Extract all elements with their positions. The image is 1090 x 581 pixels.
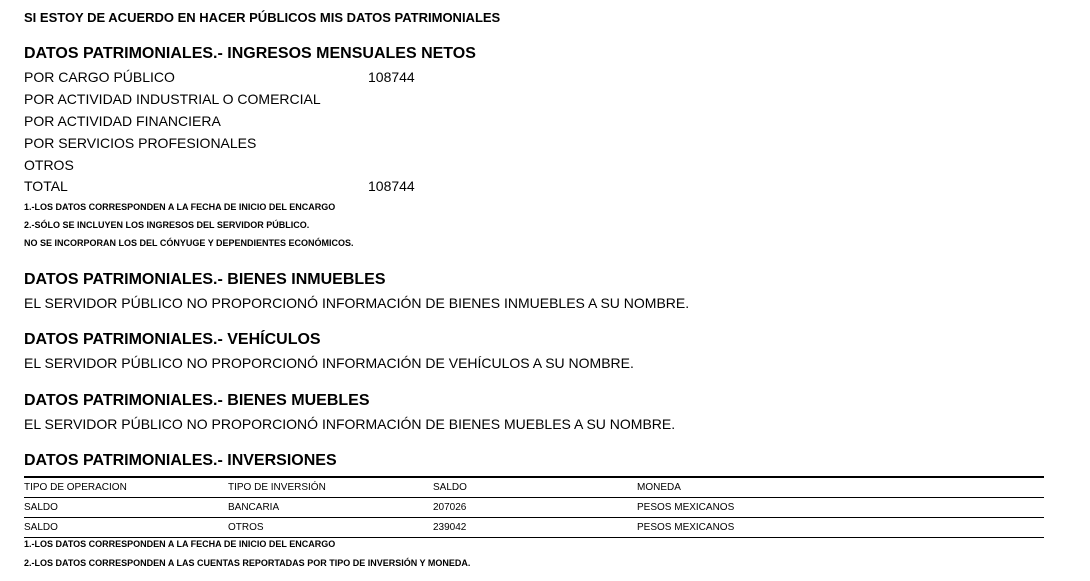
income-label: POR ACTIVIDAD INDUSTRIAL O COMERCIAL (24, 91, 321, 107)
table-header-cell: TIPO DE INVERSIÓN (228, 482, 326, 493)
inversiones-table (24, 476, 1044, 538)
table-cell: SALDO (24, 522, 58, 533)
inversiones-section-title: DATOS PATRIMONIALES.- INVERSIONES (24, 452, 337, 469)
income-row (24, 157, 624, 178)
table-header-cell: SALDO (433, 482, 467, 493)
table-cell: OTROS (228, 522, 264, 533)
income-label: POR SERVICIOS PROFESIONALES (24, 135, 257, 151)
table-cell: PESOS MEXICANOS (637, 522, 735, 533)
table-cell: BANCARIA (228, 502, 280, 513)
income-total-label: TOTAL (24, 178, 68, 194)
table-cell: SALDO (24, 502, 58, 513)
income-total-amount: 108744 (368, 178, 415, 194)
inmuebles-text: EL SERVIDOR PÚBLICO NO PROPORCIONÓ INFORMACIÓN DE BIENES INMUEBLES A SU NOMBRE. (24, 295, 690, 311)
income-total-row (24, 178, 624, 199)
income-note: NO SE INCORPORAN LOS DEL CÓNYUGE Y DEPENDIENTES ECONÓMICOS. (24, 238, 354, 248)
income-row (24, 69, 624, 90)
table-cell: PESOS MEXICANOS (637, 502, 735, 513)
income-section-title: DATOS PATRIMONIALES.- INGRESOS MENSUALES NETOS (24, 45, 476, 62)
income-label: OTROS (24, 157, 74, 173)
vehiculos-text: EL SERVIDOR PÚBLICO NO PROPORCIONÓ INFORMACIÓN DE VEHÍCULOS A SU NOMBRE. (24, 355, 634, 371)
table-header-row (24, 477, 1044, 498)
consent-statement: SI ESTOY DE ACUERDO EN HACER PÚBLICOS MIS DATOS PATRIMONIALES (24, 10, 501, 25)
table-cell: 239042 (433, 522, 467, 533)
income-row (24, 113, 624, 134)
inmuebles-section-title: DATOS PATRIMONIALES.- BIENES INMUEBLES (24, 271, 386, 288)
inversiones-note: 2.-LOS DATOS CORRESPONDEN A LAS CUENTAS REPORTADAS POR TIPO DE INVERSIÓN Y MONEDA. (24, 558, 471, 568)
table-row (24, 518, 1044, 538)
table-row (24, 498, 1044, 518)
inversiones-note: 1.-LOS DATOS CORRESPONDEN A LA FECHA DE INICIO DEL ENCARGO (24, 539, 336, 549)
income-amount: 108744 (368, 69, 415, 85)
table-header-cell: MONEDA (637, 482, 681, 493)
income-note: 1.-LOS DATOS CORRESPONDEN A LA FECHA DE INICIO DEL ENCARGO (24, 202, 336, 212)
vehiculos-section-title: DATOS PATRIMONIALES.- VEHÍCULOS (24, 331, 321, 348)
income-note: 2.-SÓLO SE INCLUYEN LOS INGRESOS DEL SERVIDOR PÚBLICO. (24, 220, 310, 230)
income-label: POR CARGO PÚBLICO (24, 69, 175, 85)
income-row (24, 91, 624, 112)
income-label: POR ACTIVIDAD FINANCIERA (24, 113, 221, 129)
table-header-cell: TIPO DE OPERACION (24, 482, 127, 493)
muebles-section-title: DATOS PATRIMONIALES.- BIENES MUEBLES (24, 392, 370, 409)
income-row (24, 135, 624, 156)
table-cell: 207026 (433, 502, 467, 513)
muebles-text: EL SERVIDOR PÚBLICO NO PROPORCIONÓ INFORMACIÓN DE BIENES MUEBLES A SU NOMBRE. (24, 416, 676, 432)
